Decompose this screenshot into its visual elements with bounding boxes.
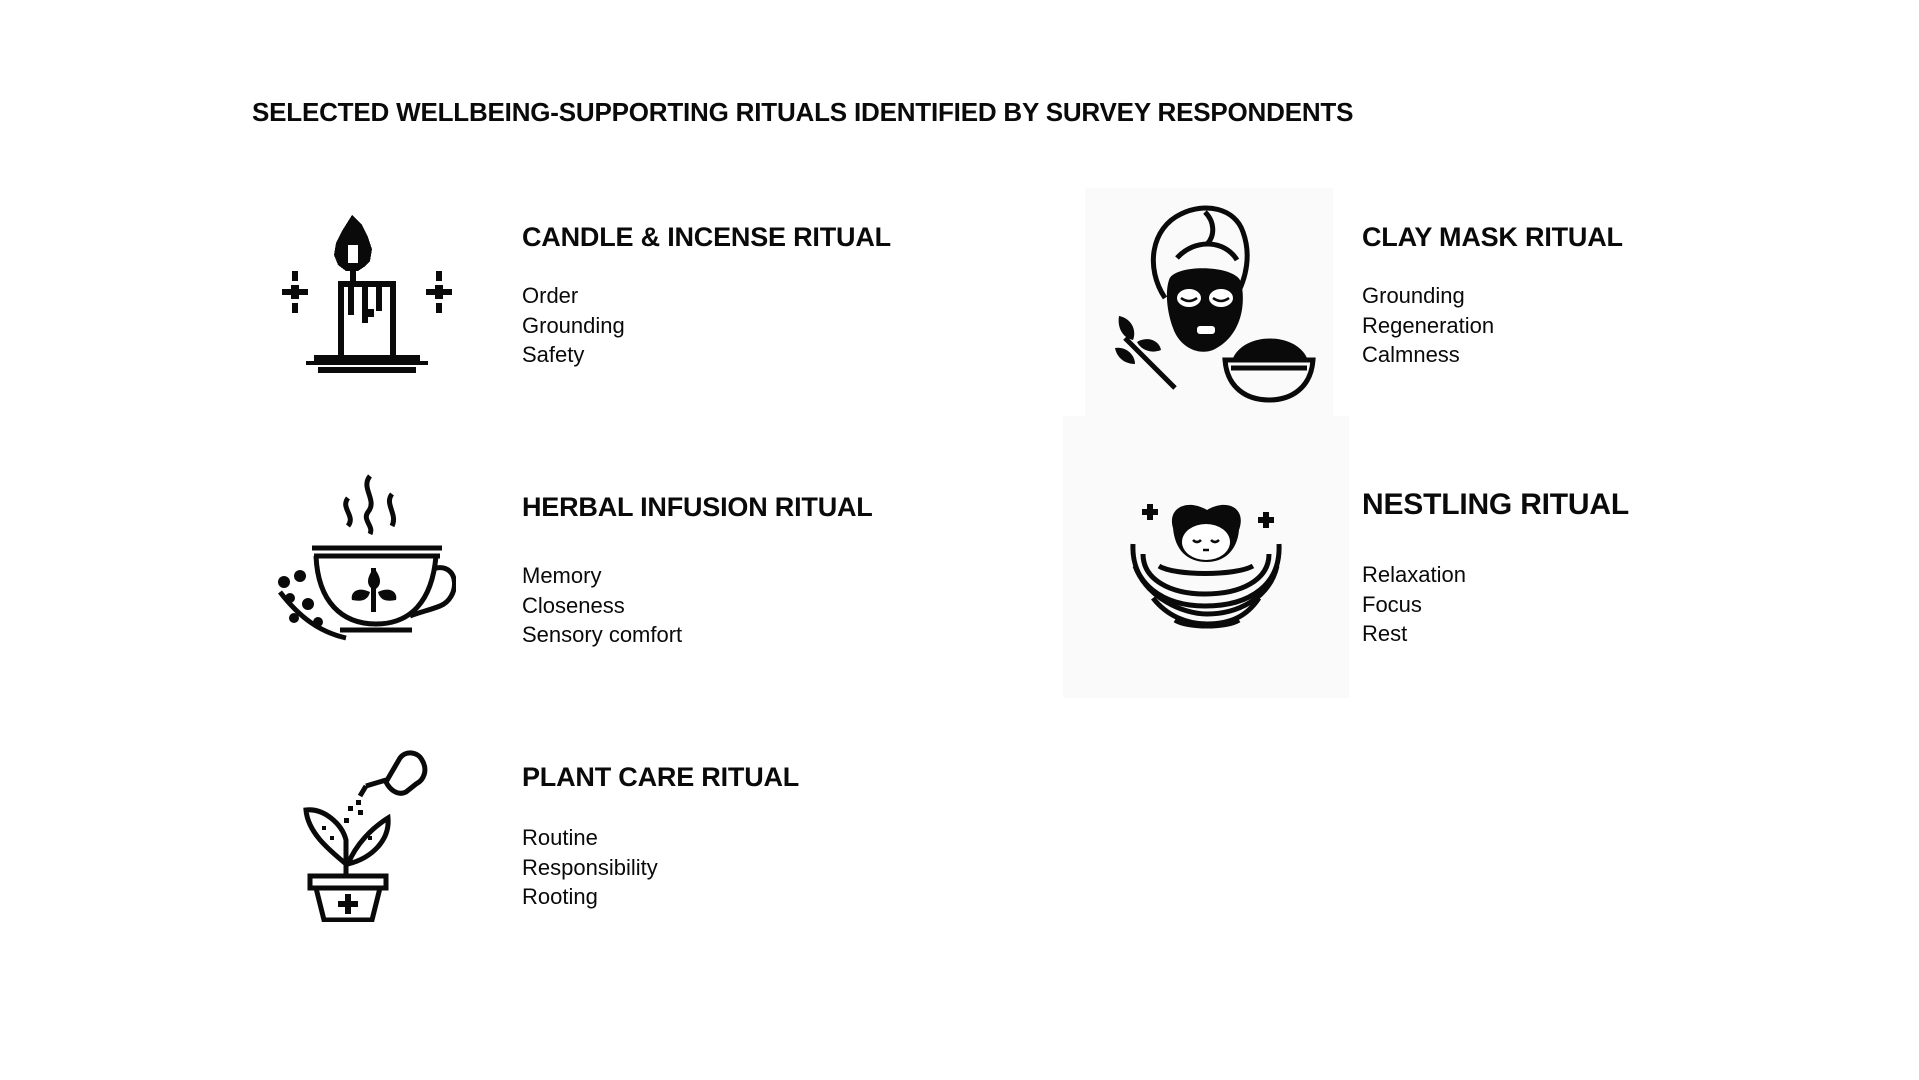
ritual-title: HERBAL INFUSION RITUAL [522,492,873,522]
list-item: Responsibility [522,854,658,880]
list-item: Closeness [522,592,625,618]
list-item: Calmness [1362,342,1460,367]
list-item: Order [522,283,579,308]
nest-icon [1063,416,1349,698]
list-item: Grounding [522,312,625,338]
ritual-benefits [522,561,873,650]
list-item: Routine [522,825,598,850]
ritual-herbal [522,492,873,650]
list-item: Rest [1362,621,1408,646]
list-item: Rooting [522,884,598,909]
ritual-title: NESTLING RITUAL [1362,488,1629,521]
list-item: Relaxation [1362,562,1466,587]
ritual-nestling [1362,488,1629,649]
plant-pot-icon [302,748,448,922]
ritual-clay [1362,222,1623,370]
ritual-benefits [1362,281,1623,370]
list-item: Grounding [1362,283,1465,308]
ritual-candle [522,222,891,370]
candle-icon [278,215,456,380]
ritual-benefits [522,281,891,370]
clay-mask-icon [1085,188,1333,416]
ritual-benefits [1362,560,1629,649]
ritual-plant [522,762,799,912]
ritual-title: PLANT CARE RITUAL [522,762,800,792]
list-item: Safety [522,342,585,367]
list-item: Memory [522,563,602,588]
list-item: Focus [1362,591,1422,617]
page-title: SELECTED WELLBEING-SUPPORTING RITUALS IDENTIFIED BY SURVEY RESPONDENTS [252,97,1354,128]
tea-cup-icon [270,472,456,650]
ritual-title: CANDLE & INCENSE RITUAL [522,222,891,252]
list-item: Regeneration [1362,312,1495,338]
ritual-benefits [522,823,799,912]
ritual-title: CLAY MASK RITUAL [1362,222,1623,252]
list-item: Sensory comfort [522,622,683,647]
